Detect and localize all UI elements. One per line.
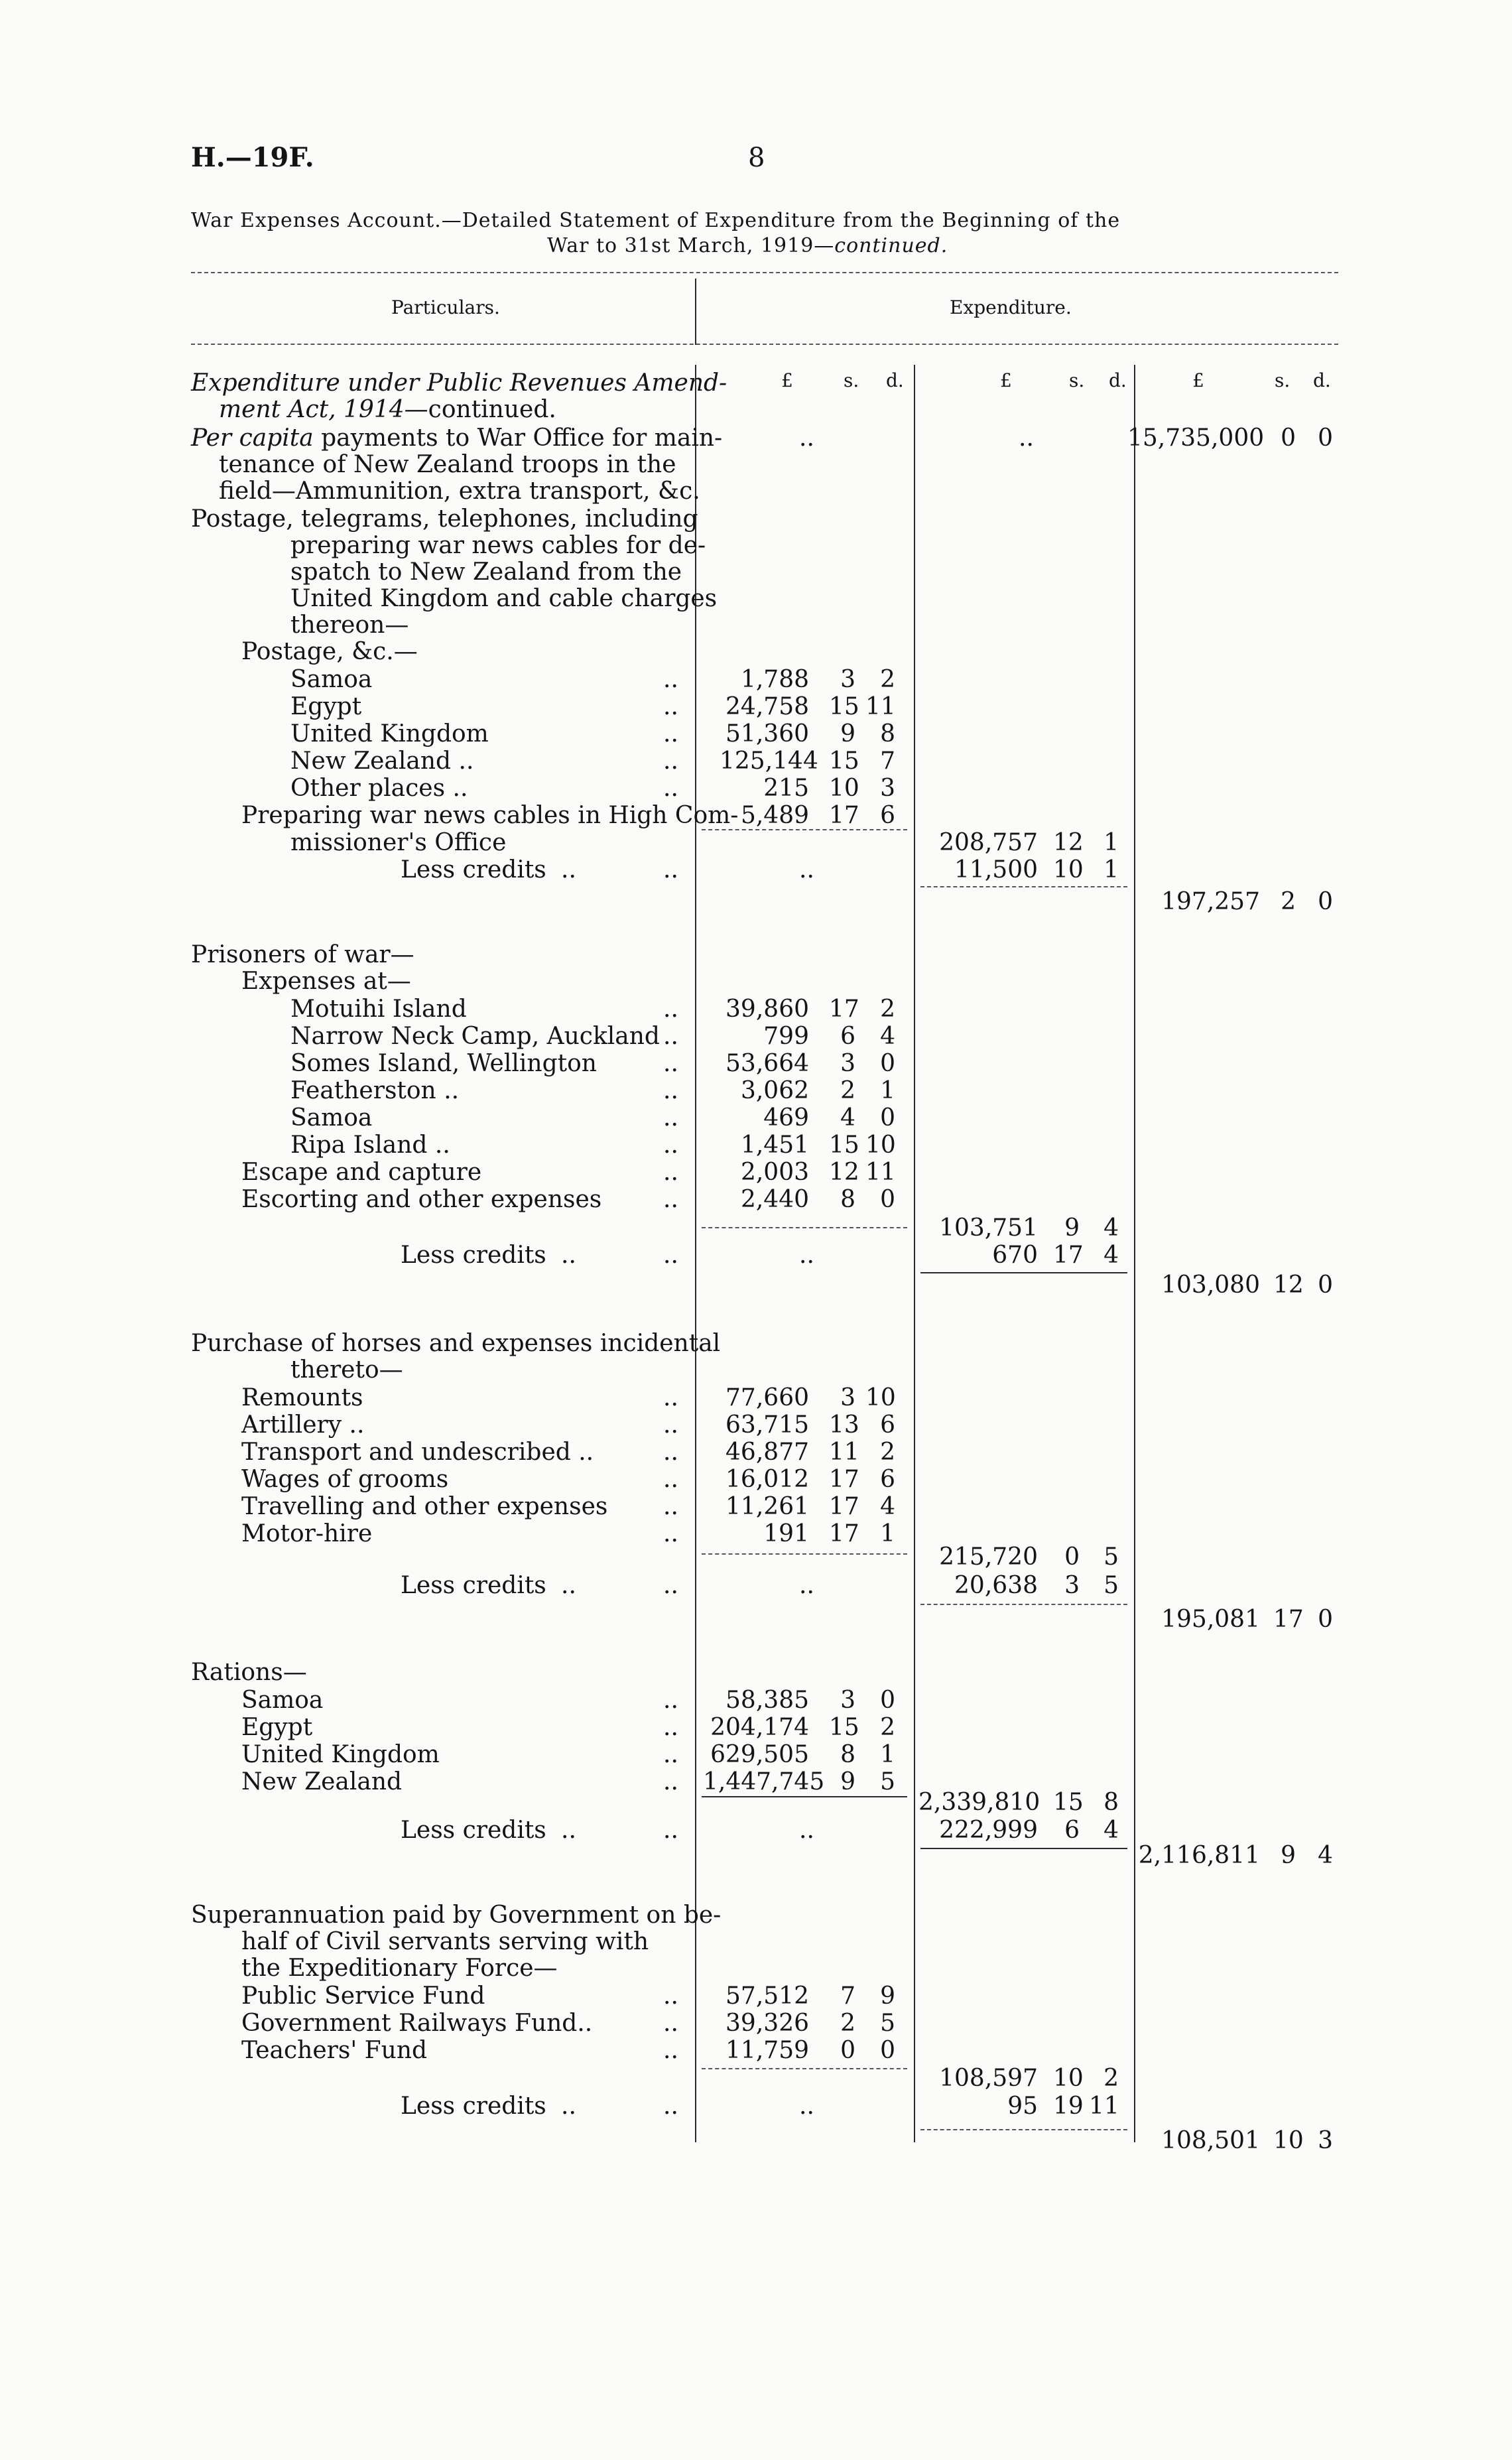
horses-gross-pence: 5 (1103, 1543, 1119, 1571)
superannuation-item-label: Public Service Fund (241, 1982, 485, 2010)
horses-heading-1: Purchase of horses and expenses incidental (191, 1330, 721, 1357)
prisoners-item-dots: .. (663, 1132, 678, 1159)
prisoners-item-pounds: 3,062 (740, 1077, 809, 1104)
prisoners-item-pence: 11 (865, 1159, 896, 1186)
prisoners-item-pence: 0 (880, 1186, 895, 1213)
prisoners-item-dots: .. (663, 1159, 678, 1186)
prisoners-item-shillings: 2 (840, 1077, 855, 1104)
horses-less-shillings: 3 (1064, 1572, 1080, 1599)
horses-item-label: Motor-hire (241, 1520, 373, 1547)
rations-item-pence: 5 (880, 1768, 895, 1795)
horses-item-pence: 10 (865, 1384, 896, 1411)
horses-sum-rule (702, 1553, 907, 1555)
prisoners-less-shillings: 17 (1053, 1242, 1084, 1269)
per-capita-col1-dots: .. (799, 424, 814, 452)
rations-item-shillings: 8 (840, 1741, 855, 1768)
horses-item-pence: 6 (880, 1466, 895, 1493)
rations-less-dots: .. (561, 1817, 576, 1844)
horses-item-shillings: 3 (840, 1384, 855, 1411)
superannuation-item-pence: 0 (880, 2037, 895, 2064)
postage-less-shillings: 10 (1053, 856, 1084, 883)
rations-heading: Rations— (191, 1659, 307, 1686)
horses-item-shillings: 13 (829, 1411, 859, 1439)
column-header-expenditure: Expenditure. (950, 296, 1072, 318)
per-capita-total-pence: 0 (1318, 424, 1333, 452)
superannuation-item-pounds: 11,759 (725, 2037, 809, 2064)
prisoners-item-pounds: 469 (763, 1104, 809, 1132)
prisoners-item-pounds: 39,860 (725, 996, 809, 1023)
prisoners-item-label: Narrow Neck Camp, Auckland (290, 1023, 660, 1050)
prisoners-item-label: Escape and capture (241, 1159, 482, 1186)
postage-item-shillings: 15 (829, 693, 859, 720)
prisoners-item-label: Motuihi Island (290, 996, 467, 1023)
superannuation-less-dots: .. (663, 2093, 678, 2120)
postage-item-pence: 7 (880, 747, 895, 775)
col2-pound-header: £ (1000, 369, 1012, 391)
postage-item-pence: 11 (865, 693, 896, 720)
horses-net-pounds: 195,081 (1161, 1606, 1260, 1633)
rations-gross-shillings: 15 (1053, 1789, 1084, 1816)
per-capita-italic: Per capita (191, 424, 314, 452)
title-line-2 (547, 236, 948, 256)
rations-item-pence: 1 (880, 1741, 895, 1768)
horses-gross-pounds: 215,720 (939, 1543, 1038, 1571)
superannuation-item-label: Government Railways Fund.. (241, 2010, 593, 2037)
rations-net-pence: 4 (1318, 1842, 1333, 1869)
prisoners-item-shillings: 6 (840, 1023, 855, 1050)
prisoners-item-shillings: 3 (840, 1050, 855, 1077)
prisoners-item-dots: .. (663, 996, 678, 1023)
rations-less-dots: .. (663, 1817, 678, 1844)
prisoners-sum-rule (702, 1227, 907, 1228)
postage-item-dots: .. (663, 666, 678, 693)
horses-item-label: Wages of grooms (241, 1466, 449, 1493)
postage-cables-shillings: 17 (829, 802, 859, 829)
superannuation-heading-3: the Expeditionary Force— (241, 1955, 558, 1982)
horses-net-pence: 0 (1318, 1606, 1333, 1633)
superannuation-item-shillings: 7 (840, 1982, 855, 2010)
postage-item-shillings: 15 (829, 747, 859, 775)
prisoners-item-pounds: 2,440 (740, 1186, 809, 1213)
horses-item-pence: 6 (880, 1411, 895, 1439)
prisoners-item-dots: .. (663, 1077, 678, 1104)
horses-item-shillings: 17 (829, 1466, 859, 1493)
prisoners-item-pence: 0 (880, 1104, 895, 1132)
per-capita-total-pounds: 15,735,000 (1127, 424, 1265, 452)
superannuation-net-pence: 3 (1318, 2127, 1333, 2154)
rations-item-dots: .. (663, 1714, 678, 1741)
postage-item-pence: 3 (880, 775, 895, 802)
per-capita-total-shillings: 0 (1281, 424, 1296, 452)
prisoners-item-pence: 1 (880, 1077, 895, 1104)
postage-item-pence: 8 (880, 720, 895, 747)
horses-item-dots: .. (663, 1411, 678, 1439)
superannuation-heading-2: half of Civil servants serving with (241, 1928, 649, 1955)
prisoners-item-pounds: 2,003 (740, 1159, 809, 1186)
column-rule-particulars (695, 365, 696, 2142)
rations-item-shillings: 15 (829, 1714, 859, 1741)
prisoners-item-dots: .. (663, 1050, 678, 1077)
postage-less-pounds: 11,500 (954, 856, 1038, 883)
postage-net-shillings: 2 (1281, 888, 1296, 915)
postage-item-label: Other places .. (290, 775, 468, 802)
column-rule-subtotal (1134, 365, 1135, 2142)
rations-net-pounds: 2,116,811 (1138, 1842, 1260, 1869)
prisoners-gross-pence: 4 (1103, 1214, 1119, 1242)
superannuation-less-pounds: 95 (1007, 2093, 1038, 2120)
horses-net-shillings: 17 (1273, 1606, 1304, 1633)
postage-cables-pounds: 5,489 (740, 802, 809, 829)
postage-net-pounds: 197,257 (1161, 888, 1260, 915)
horses-gross-shillings: 0 (1064, 1543, 1080, 1571)
horses-item-shillings: 11 (829, 1439, 859, 1466)
horses-item-label: Remounts (241, 1384, 363, 1411)
rations-item-pence: 2 (880, 1714, 895, 1741)
prisoners-item-label: Samoa (290, 1104, 373, 1132)
postage-item-pounds: 51,360 (725, 720, 809, 747)
prisoners-item-label: Somes Island, Wellington (290, 1050, 597, 1077)
rations-item-label: Samoa (241, 1687, 324, 1714)
postage-net-pence: 0 (1318, 888, 1333, 915)
postage-item-pence: 2 (880, 666, 895, 693)
prisoners-gross-shillings: 9 (1064, 1214, 1080, 1242)
postage-net-rule (920, 886, 1127, 887)
postage-cables-pence: 6 (880, 802, 895, 829)
prisoners-item-shillings: 4 (840, 1104, 855, 1132)
superannuation-less-shillings: 19 (1053, 2093, 1084, 2120)
horses-item-pence: 4 (880, 1493, 895, 1520)
prisoners-less-pounds: 670 (992, 1242, 1038, 1269)
horses-less-dots: .. (561, 1572, 576, 1599)
postage-cables-line-1: Preparing war news cables in High Com- (241, 802, 739, 829)
rations-less-credits-label: Less credits (401, 1817, 546, 1844)
prisoners-item-dots: .. (663, 1023, 678, 1050)
rations-item-pounds: 58,385 (725, 1687, 809, 1714)
horses-item-pence: 2 (880, 1439, 895, 1466)
postage-item-dots: .. (663, 693, 678, 720)
rations-item-label: Egypt (241, 1714, 313, 1741)
col3-shilling-header: s. (1275, 369, 1291, 391)
postage-item-label: United Kingdom (290, 720, 489, 747)
per-capita-line-2: tenance of New Zealand troops in the (219, 451, 676, 478)
prisoners-item-shillings: 12 (829, 1159, 859, 1186)
prisoners-net-shillings: 12 (1273, 1271, 1304, 1299)
rations-sum-rule (702, 1796, 907, 1797)
rations-item-pence: 0 (880, 1687, 895, 1714)
rations-item-dots: .. (663, 1687, 678, 1714)
horses-item-dots: .. (663, 1384, 678, 1411)
rations-less-pounds: 222,999 (939, 1817, 1038, 1844)
postage-gross-pounds: 208,757 (939, 829, 1038, 856)
prisoners-item-pounds: 799 (763, 1023, 809, 1050)
prisoners-net-rule (920, 1272, 1127, 1273)
postage-heading-2: preparing war news cables for de- (290, 532, 706, 559)
superannuation-heading-1: Superannuation paid by Government on be- (191, 1902, 722, 1929)
prisoners-less-credits-label: Less credits (401, 1242, 546, 1269)
col1-pence-header: d. (886, 369, 904, 391)
intro-line-2 (219, 398, 556, 422)
horses-item-pounds: 77,660 (725, 1384, 809, 1411)
horses-item-pounds: 46,877 (725, 1439, 809, 1466)
header-bottom-rule (191, 344, 1338, 345)
superannuation-item-pence: 5 (880, 2010, 895, 2037)
horses-item-dots: .. (663, 1439, 678, 1466)
prisoners-less-dots: .. (663, 1242, 678, 1269)
prisoners-item-shillings: 15 (829, 1132, 859, 1159)
header-top-rule (191, 272, 1338, 273)
horses-item-pounds: 16,012 (725, 1466, 809, 1493)
prisoners-item-label: Ripa Island .. (290, 1132, 450, 1159)
superannuation-sum-rule (702, 2068, 907, 2069)
column-rule-detail (914, 365, 915, 2142)
postage-item-dots: .. (663, 775, 678, 802)
col2-shilling-header: s. (1069, 369, 1085, 391)
horses-less-pounds: 20,638 (954, 1572, 1038, 1599)
superannuation-less-dots: .. (561, 2093, 576, 2120)
postage-item-label: Egypt (290, 693, 362, 720)
prisoners-item-label: Escorting and other expenses (241, 1186, 602, 1213)
horses-item-dots: .. (663, 1466, 678, 1493)
superannuation-item-shillings: 2 (840, 2010, 855, 2037)
postage-sum-rule (702, 829, 907, 830)
rations-item-pounds: 204,174 (710, 1714, 809, 1741)
postage-item-label: Samoa (290, 666, 373, 693)
horses-net-rule (920, 1604, 1127, 1605)
postage-heading-5: thereon— (290, 612, 409, 639)
prisoners-subheading: Expenses at— (241, 968, 411, 995)
postage-less-pence: 1 (1103, 856, 1119, 883)
rations-less-shillings: 6 (1064, 1817, 1080, 1844)
postage-heading-1: Postage, telegrams, telephones, including (191, 505, 698, 533)
col3-pound-header: £ (1192, 369, 1204, 391)
horses-item-shillings: 17 (829, 1520, 859, 1547)
intro-line-2-rest: —continued. (404, 396, 556, 423)
prisoners-less-pence: 4 (1103, 1242, 1119, 1269)
postage-heading-3: spatch to New Zealand from the (290, 558, 682, 586)
horses-less-col1-dots: .. (799, 1572, 814, 1599)
superannuation-item-dots: .. (663, 2037, 678, 2064)
prisoners-item-label: Featherston .. (290, 1077, 460, 1104)
postage-heading-4: United Kingdom and cable charges (290, 585, 718, 612)
col1-pound-header: £ (781, 369, 793, 391)
document-reference: H.—19F. (191, 142, 314, 173)
title-line-2-main: War to 31st March, 1919— (547, 234, 835, 257)
prisoners-item-pence: 10 (865, 1132, 896, 1159)
rations-item-shillings: 9 (840, 1768, 855, 1795)
superannuation-gross-shillings: 10 (1053, 2065, 1084, 2092)
postage-item-label: New Zealand .. (290, 747, 474, 775)
superannuation-less-col1-dots: .. (799, 2093, 814, 2120)
rations-gross-pence: 8 (1103, 1789, 1119, 1816)
per-capita-line-3: field—Ammunition, extra transport, &c. (219, 478, 700, 505)
horses-item-label: Transport and undescribed .. (241, 1439, 594, 1466)
postage-item-dots: .. (663, 747, 678, 775)
prisoners-less-dots: .. (561, 1242, 576, 1269)
superannuation-item-dots: .. (663, 2010, 678, 2037)
horses-item-pounds: 63,715 (725, 1411, 809, 1439)
prisoners-item-pence: 2 (880, 996, 895, 1023)
prisoners-net-pounds: 103,080 (1161, 1271, 1260, 1299)
rations-less-col1-dots: .. (799, 1817, 814, 1844)
rations-net-shillings: 9 (1281, 1842, 1296, 1869)
postage-gross-shillings: 12 (1053, 829, 1084, 856)
postage-cables-line-2: missioner's Office (290, 829, 507, 856)
postage-less-credits-label: Less credits (401, 856, 546, 883)
superannuation-net-rule (920, 2129, 1127, 2130)
rations-item-pounds: 1,447,745 (703, 1768, 825, 1795)
rations-item-shillings: 3 (840, 1687, 855, 1714)
rations-less-pence: 4 (1103, 1817, 1119, 1844)
postage-item-shillings: 9 (840, 720, 855, 747)
col3-pence-header: d. (1313, 369, 1331, 391)
superannuation-less-pence: 11 (1089, 2093, 1119, 2120)
prisoners-net-pence: 0 (1318, 1271, 1333, 1299)
rations-net-rule (920, 1848, 1127, 1849)
superannuation-item-pounds: 57,512 (725, 1982, 809, 2010)
rations-item-pounds: 629,505 (710, 1741, 809, 1768)
horses-item-shillings: 17 (829, 1493, 859, 1520)
prisoners-item-shillings: 17 (829, 996, 859, 1023)
superannuation-less-credits-label: Less credits (401, 2093, 546, 2120)
prisoners-item-dots: .. (663, 1186, 678, 1213)
rations-item-label: United Kingdom (241, 1741, 440, 1768)
horses-item-pounds: 11,261 (725, 1493, 809, 1520)
postage-item-pounds: 125,144 (720, 747, 818, 775)
rations-item-label: New Zealand (241, 1768, 403, 1795)
rations-item-dots: .. (663, 1768, 678, 1795)
prisoners-heading: Prisoners of war— (191, 941, 414, 968)
horses-item-dots: .. (663, 1520, 678, 1547)
prisoners-item-shillings: 8 (840, 1186, 855, 1213)
rations-gross-pounds: 2,339,810 (918, 1789, 1040, 1816)
prisoners-item-pounds: 1,451 (740, 1132, 809, 1159)
horses-heading-2: thereto— (290, 1356, 403, 1384)
per-capita-line-1-rest: payments to War Office for main- (313, 424, 723, 452)
horses-item-label: Travelling and other expenses (241, 1493, 608, 1520)
column-header-particulars: Particulars. (391, 296, 500, 318)
postage-less-dots: .. (663, 856, 678, 883)
postage-less-dots: .. (561, 856, 576, 883)
postage-less-col1-dots: .. (799, 856, 814, 883)
title-line-2-italic: continued. (834, 234, 948, 257)
page-number: 8 (748, 143, 765, 173)
prisoners-less-col1-dots: .. (799, 1242, 814, 1269)
horses-item-label: Artillery .. (241, 1411, 365, 1439)
horses-less-pence: 5 (1103, 1572, 1119, 1599)
per-capita-line-1 (191, 426, 722, 450)
postage-item-dots: .. (663, 720, 678, 747)
postage-item-shillings: 10 (829, 775, 859, 802)
superannuation-net-pounds: 108,501 (1161, 2127, 1260, 2154)
horses-item-pence: 1 (880, 1520, 895, 1547)
superannuation-item-label: Teachers' Fund (241, 2037, 428, 2064)
superannuation-item-dots: .. (663, 1982, 678, 2010)
superannuation-net-shillings: 10 (1273, 2127, 1304, 2154)
postage-item-pounds: 24,758 (725, 693, 809, 720)
superannuation-item-pence: 9 (880, 1982, 895, 2010)
superannuation-item-pounds: 39,326 (725, 2010, 809, 2037)
intro-line-2-italic: ment Act, 1914 (219, 396, 405, 423)
header-divider (695, 279, 696, 345)
horses-less-credits-label: Less credits (401, 1572, 546, 1599)
horses-less-dots: .. (663, 1572, 678, 1599)
horses-item-dots: .. (663, 1493, 678, 1520)
rations-item-dots: .. (663, 1741, 678, 1768)
prisoners-item-dots: .. (663, 1104, 678, 1132)
postage-item-shillings: 3 (840, 666, 855, 693)
superannuation-gross-pence: 2 (1103, 2065, 1119, 2092)
intro-line-1: Expenditure under Public Revenues Amend- (191, 369, 727, 397)
title-line-1: War Expenses Account.—Detailed Statement of Expenditure from the Beginning of the (191, 209, 1121, 232)
per-capita-col2-dots: .. (1019, 424, 1034, 452)
postage-item-pounds: 215 (763, 775, 809, 802)
prisoners-item-pence: 0 (880, 1050, 895, 1077)
prisoners-item-pounds: 53,664 (725, 1050, 809, 1077)
col1-shilling-header: s. (844, 369, 859, 391)
prisoners-gross-pounds: 103,751 (939, 1214, 1038, 1242)
prisoners-item-pence: 4 (880, 1023, 895, 1050)
horses-item-pounds: 191 (763, 1520, 809, 1547)
col2-pence-header: d. (1109, 369, 1127, 391)
postage-item-pounds: 1,788 (740, 666, 809, 693)
postage-subheading: Postage, &c.— (241, 638, 418, 665)
postage-gross-pence: 1 (1103, 829, 1119, 856)
superannuation-gross-pounds: 108,597 (939, 2065, 1038, 2092)
superannuation-item-shillings: 0 (840, 2037, 855, 2064)
